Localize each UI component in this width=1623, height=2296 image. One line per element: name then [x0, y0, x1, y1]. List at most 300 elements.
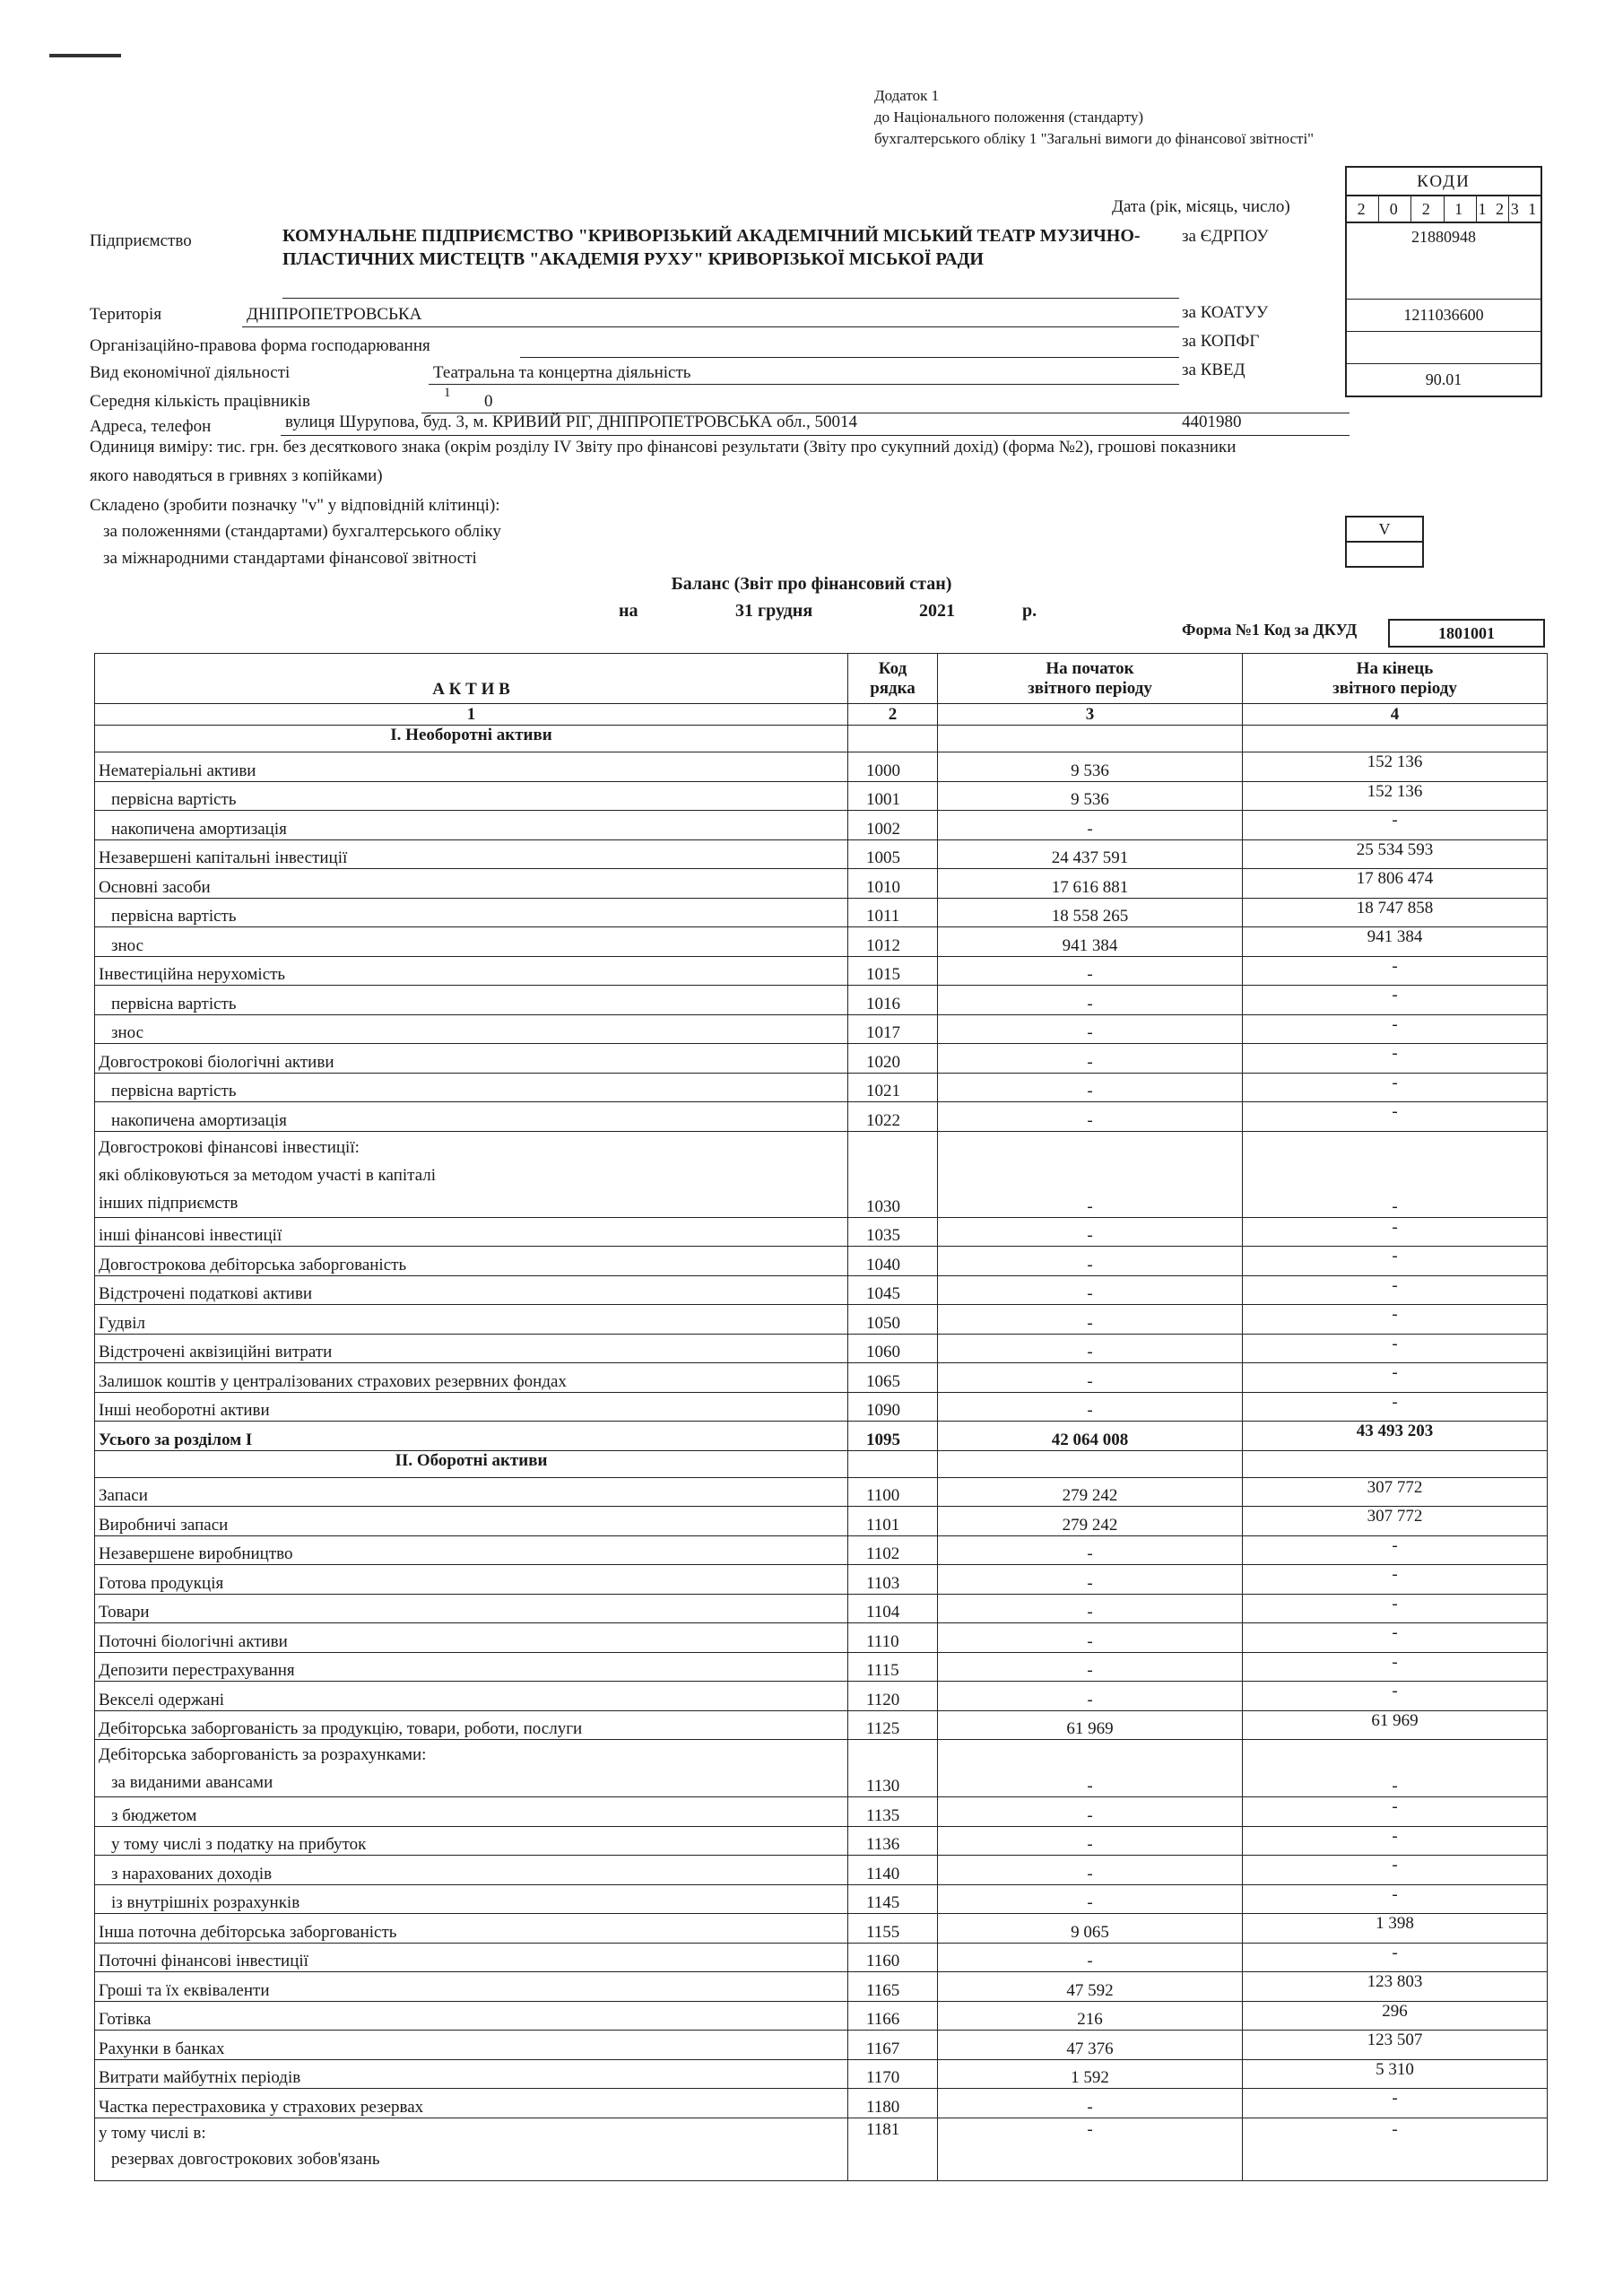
table-row — [95, 1710, 1548, 1740]
table-row — [95, 1682, 1548, 1711]
row-begin: - — [938, 1334, 1243, 1363]
kopfg-label: за КОПФГ — [1182, 332, 1260, 351]
begin-header-1: На початок — [1046, 658, 1134, 678]
row-code: 1017 — [848, 1014, 938, 1044]
codes-header: КОДИ — [1345, 166, 1542, 196]
table-row — [95, 1565, 1548, 1595]
row-begin: 216 — [938, 2001, 1243, 2031]
section-2-rows-b — [95, 1797, 1548, 2118]
kopfg-code — [1347, 331, 1541, 363]
row-begin: - — [938, 1826, 1243, 1856]
table-row — [95, 1363, 1548, 1393]
row-end: - — [1243, 1797, 1548, 1827]
table-row — [95, 1334, 1548, 1363]
row-begin: - — [938, 1392, 1243, 1422]
row-end: - — [1243, 1363, 1548, 1393]
row-code: 1125 — [848, 1710, 938, 1740]
row-end: - — [1243, 1652, 1548, 1682]
row-begin: 24 437 591 — [938, 839, 1243, 869]
end-header-2: звітного періоду — [1332, 678, 1457, 698]
row-code: 1022 — [848, 1102, 938, 1132]
row-end: - — [1243, 1856, 1548, 1885]
total-section-1 — [95, 1422, 1548, 1451]
fin-investments-line-1: Довгострокові фінансові інвестиції: — [99, 1137, 360, 1157]
row-name: Витрати майбутніх періодів — [95, 2059, 848, 2089]
table-row — [95, 781, 1548, 811]
table-row — [95, 1972, 1548, 2002]
enterprise-label: Підприємство — [90, 231, 192, 250]
row-name: Усього за розділом I — [95, 1422, 848, 1451]
row-name: Відстрочені аквізиційні витрати — [95, 1334, 848, 1363]
activity-label: Вид економічної діяльності — [90, 363, 291, 382]
section-2-title: II. Оборотні активи — [95, 1450, 848, 1477]
table-row — [95, 2001, 1548, 2031]
date-label: Дата (рік, місяць, число) — [1112, 197, 1290, 216]
table-row — [95, 1914, 1548, 1944]
row-name: накопичена амортизація — [95, 1102, 848, 1132]
report-title: Баланс (Звіт про фінансовий стан) — [671, 574, 952, 594]
table-header — [95, 654, 1548, 704]
row-name: Нематеріальні активи — [95, 752, 848, 782]
date-digit: 0 — [1379, 196, 1411, 222]
row-begin: 9 536 — [938, 781, 1243, 811]
section-2-header — [95, 1450, 1548, 1477]
date-digit: 2 — [1411, 196, 1444, 222]
row-end: - — [1243, 1275, 1548, 1305]
form-code-label: Форма №1 Код за ДКУД — [1182, 621, 1358, 639]
ifrs-checkbox — [1345, 541, 1424, 568]
receivables-label — [95, 1740, 848, 1797]
row-end: - — [1243, 986, 1548, 1015]
row-end: - — [1243, 1740, 1548, 1797]
table-row — [95, 1102, 1548, 1132]
row-end: - — [1243, 1594, 1548, 1623]
row-end: - — [1243, 1826, 1548, 1856]
row-name: Рахунки в банках — [95, 2031, 848, 2060]
date-digit: 1 — [1445, 196, 1477, 222]
table-row — [95, 752, 1548, 782]
row-code: 1030 — [848, 1131, 938, 1217]
row-end: - — [1243, 1014, 1548, 1044]
section-1-title: І. Необоротні активи — [95, 726, 848, 752]
row-name: Основні засоби — [95, 869, 848, 899]
row-code: 1170 — [848, 2059, 938, 2089]
row-begin: - — [938, 1594, 1243, 1623]
section-1-rows-b — [95, 1217, 1548, 1422]
row-name: Відстрочені податкові активи — [95, 1275, 848, 1305]
kved-code: 90.01 — [1347, 363, 1541, 396]
row-begin: 17 616 881 — [938, 869, 1243, 899]
employees-digit-1: 1 — [444, 386, 451, 400]
table-row — [95, 1740, 1548, 1797]
table-row — [95, 1623, 1548, 1653]
employees-label: Середня кількість працівників — [90, 392, 310, 411]
row-code: 1012 — [848, 927, 938, 957]
table-row — [95, 1044, 1548, 1074]
row-code: 1104 — [848, 1594, 938, 1623]
row-name: з нарахованих доходів — [95, 1856, 848, 1885]
row-code: 1045 — [848, 1275, 938, 1305]
section-1-header — [95, 726, 1548, 752]
row-code: 1060 — [848, 1334, 938, 1363]
row-code: 1130 — [848, 1740, 938, 1797]
codes-column — [1345, 223, 1542, 397]
row-begin: 18 558 265 — [938, 898, 1243, 927]
row-end: 17 806 474 — [1243, 869, 1548, 899]
edrpou-code: 21880948 — [1411, 228, 1476, 246]
row-begin: - — [938, 1740, 1243, 1797]
row-code: 1005 — [848, 839, 938, 869]
row-name: Довгострокова дебіторська заборгованість — [95, 1247, 848, 1276]
table-row — [95, 2031, 1548, 2060]
edrpou-label: за ЄДРПОУ — [1182, 227, 1269, 246]
table-row — [95, 2059, 1548, 2089]
row-end: - — [1243, 2089, 1548, 2118]
last-row-line-1: у тому числі в: — [99, 2123, 206, 2143]
row-end: 5 310 — [1243, 2059, 1548, 2089]
table-row — [95, 927, 1548, 957]
appendix-line-1: Додаток 1 — [874, 87, 940, 104]
row-end: 61 969 — [1243, 1710, 1548, 1740]
row-code: 1102 — [848, 1535, 938, 1565]
row-code: 1101 — [848, 1507, 938, 1536]
row-name: накопичена амортизація — [95, 811, 848, 840]
form-code: 1801001 — [1388, 619, 1545, 648]
row-name: Поточні біологічні активи — [95, 1623, 848, 1653]
begin-header-2: звітного періоду — [1028, 678, 1152, 698]
row-end: - — [1243, 1884, 1548, 1914]
table-row — [95, 1392, 1548, 1422]
row-name: Частка перестраховика у страхових резервах — [95, 2089, 848, 2118]
koatuu-label: за КОАТУУ — [1182, 303, 1269, 322]
row-begin: - — [938, 1363, 1243, 1393]
row-code: 1136 — [848, 1826, 938, 1856]
row-begin: - — [938, 1652, 1243, 1682]
table-row — [95, 1594, 1548, 1623]
code-header-1: Код — [878, 658, 907, 678]
table-row — [95, 1275, 1548, 1305]
row-end: - — [1243, 1073, 1548, 1102]
row-end: - — [1243, 1247, 1548, 1276]
end-header-1: На кінець — [1356, 658, 1434, 678]
territory-value: ДНІПРОПЕТРОВСЬКА — [247, 305, 422, 324]
row-begin: 1 592 — [938, 2059, 1243, 2089]
employees-digit-2: 0 — [484, 392, 493, 411]
row-code: 1035 — [848, 1217, 938, 1247]
row-begin: 42 064 008 — [938, 1422, 1243, 1451]
row-begin: - — [938, 1565, 1243, 1595]
row-begin: 61 969 — [938, 1710, 1243, 1740]
row-end: - — [1243, 1535, 1548, 1565]
row-begin: - — [938, 1884, 1243, 1914]
column-number: 4 — [1243, 704, 1548, 726]
row-code: 1016 — [848, 986, 938, 1015]
row-name: Довгострокові біологічні активи — [95, 1044, 848, 1074]
advances-label: за виданими авансами — [111, 1773, 273, 1792]
row-code: 1165 — [848, 1972, 938, 2002]
table-row — [95, 1247, 1548, 1276]
row-code: 1100 — [848, 1477, 938, 1507]
row-code: 1120 — [848, 1682, 938, 1711]
row-end: 307 772 — [1243, 1477, 1548, 1507]
row-code: 1115 — [848, 1652, 938, 1682]
table-row — [95, 1131, 1548, 1217]
row-code: 1181 — [848, 2118, 938, 2180]
row-end: 1 398 — [1243, 1914, 1548, 1944]
territory-label: Територія — [90, 305, 162, 324]
row-end: - — [1243, 1943, 1548, 1972]
report-date: 31 грудня — [735, 601, 813, 621]
row-code: 1095 — [848, 1422, 938, 1451]
row-begin: 279 242 — [938, 1507, 1243, 1536]
row-begin: - — [938, 1535, 1243, 1565]
table-row — [95, 1217, 1548, 1247]
end-header — [1243, 654, 1548, 704]
row-code: 1050 — [848, 1305, 938, 1335]
table-row — [95, 1535, 1548, 1565]
column-number: 3 — [938, 704, 1243, 726]
row-end: - — [1243, 1565, 1548, 1595]
row-name: первісна вартість — [95, 986, 848, 1015]
row-end: 123 803 — [1243, 1972, 1548, 2002]
row-end: 307 772 — [1243, 1507, 1548, 1536]
row-code: 1166 — [848, 2001, 938, 2031]
table-row — [95, 1943, 1548, 1972]
row-name: первісна вартість — [95, 781, 848, 811]
row-code: 1180 — [848, 2089, 938, 2118]
scan-mark — [49, 54, 121, 57]
row-name: Залишок коштів у централізованих страхових резервних фондах — [95, 1363, 848, 1393]
row-begin: - — [938, 1014, 1243, 1044]
table-row — [95, 1305, 1548, 1335]
row-code: 1065 — [848, 1363, 938, 1393]
row-begin: - — [938, 1275, 1243, 1305]
row-name: Депозити перестрахування — [95, 1652, 848, 1682]
row-code: 1135 — [848, 1797, 938, 1827]
column-number: 2 — [848, 704, 938, 726]
row-name: первісна вартість — [95, 898, 848, 927]
row-name: Поточні фінансові інвестиції — [95, 1943, 848, 1972]
report-year-suffix: р. — [1022, 601, 1037, 621]
row-code: 1021 — [848, 1073, 938, 1102]
table-row — [95, 1826, 1548, 1856]
row-end: - — [1243, 1392, 1548, 1422]
table-row — [95, 956, 1548, 986]
balance-table — [94, 653, 1548, 2181]
fin-investments-line-3: інших підприємств — [99, 1193, 239, 1213]
row-name: Інвестиційна нерухомість — [95, 956, 848, 986]
row-name: Дебіторська заборгованість за продукцію, товари, роботи, послуги — [95, 1710, 848, 1740]
table-row — [95, 839, 1548, 869]
row-begin: - — [938, 1044, 1243, 1074]
row-code: 1010 — [848, 869, 938, 899]
table-row — [95, 986, 1548, 1015]
legal-form-label: Організаційно-правова форма господарювання — [90, 336, 430, 355]
koatuu-code: 1211036600 — [1347, 299, 1541, 331]
table-row — [95, 1856, 1548, 1885]
row-name: Векселі одержані — [95, 1682, 848, 1711]
row-code: 1040 — [848, 1247, 938, 1276]
row-end: 941 384 — [1243, 927, 1548, 957]
row-begin: - — [938, 1247, 1243, 1276]
row-name: первісна вартість — [95, 1073, 848, 1102]
row-begin: - — [938, 1217, 1243, 1247]
row-code: 1090 — [848, 1392, 938, 1422]
row-code: 1155 — [848, 1914, 938, 1944]
date-box — [1345, 195, 1542, 223]
table-row — [95, 1014, 1548, 1044]
date-digit: 1 2 — [1477, 196, 1509, 222]
row-name: Інші необоротні активи — [95, 1392, 848, 1422]
section-2-rows — [95, 1477, 1548, 1740]
unit-text-2: якого наводяться в гривнях з копійками) — [90, 466, 383, 485]
row-begin: 279 242 — [938, 1477, 1243, 1507]
row-code: 1020 — [848, 1044, 938, 1074]
fin-investments-label — [95, 1131, 848, 1217]
row-begin: 941 384 — [938, 927, 1243, 957]
row-code: 1000 — [848, 752, 938, 782]
row-name: знос — [95, 927, 848, 957]
table-row — [95, 1797, 1548, 1827]
row-end: 296 — [1243, 2001, 1548, 2031]
row-name: Незавершене виробництво — [95, 1535, 848, 1565]
row-end: 152 136 — [1243, 781, 1548, 811]
asset-header: А К Т И В — [95, 654, 848, 704]
table-row — [95, 1507, 1548, 1536]
row-begin: - — [938, 1856, 1243, 1885]
row-begin: - — [938, 986, 1243, 1015]
row-end: - — [1243, 1102, 1548, 1132]
row-name: із внутрішніх розрахунків — [95, 1884, 848, 1914]
table-row — [95, 869, 1548, 899]
compiled-ua-standards: за положеннями (стандартами) бухгалтерського обліку — [103, 522, 501, 541]
begin-header — [938, 654, 1243, 704]
table-row — [95, 1073, 1548, 1102]
report-on: на — [619, 601, 638, 621]
row-code: 1167 — [848, 2031, 938, 2060]
phone-value: 4401980 — [1182, 413, 1242, 431]
table-row — [95, 2118, 1548, 2180]
row-begin: - — [938, 1305, 1243, 1335]
row-name: Інша поточна дебіторська заборгованість — [95, 1914, 848, 1944]
table-row — [95, 1884, 1548, 1914]
row-name: знос — [95, 1014, 848, 1044]
row-begin: - — [938, 1943, 1243, 1972]
last-row-line-2: резервах довгострокових зобов'язань — [111, 2149, 380, 2169]
row-end: 25 534 593 — [1243, 839, 1548, 869]
row-code: 1001 — [848, 781, 938, 811]
row-begin: - — [938, 1682, 1243, 1711]
row-end: - — [1243, 1334, 1548, 1363]
kved-label: за КВЕД — [1182, 361, 1245, 379]
row-code: 1015 — [848, 956, 938, 986]
appendix-line-3: бухгалтерського обліку 1 "Загальні вимоги до фінансової звітності" — [874, 130, 1315, 147]
last-row-label — [95, 2118, 848, 2180]
receivables-title: Дебіторська заборгованість за розрахунками: — [99, 1745, 427, 1764]
table-row — [95, 2089, 1548, 2118]
row-begin: - — [938, 2089, 1243, 2118]
row-code: 1002 — [848, 811, 938, 840]
row-name: з бюджетом — [95, 1797, 848, 1827]
row-begin: 47 592 — [938, 1972, 1243, 2002]
row-name: у тому числі з податку на прибуток — [95, 1826, 848, 1856]
row-end: - — [1243, 1044, 1548, 1074]
row-code: 1145 — [848, 1884, 938, 1914]
row-begin: - — [938, 811, 1243, 840]
appendix-note — [874, 85, 1314, 150]
row-end: 123 507 — [1243, 2031, 1548, 2060]
row-name: Незавершені капітальні інвестиції — [95, 839, 848, 869]
ua-standards-checkbox: V — [1345, 516, 1424, 543]
compiled-ifrs: за міжнародними стандартами фінансової звітності — [103, 549, 477, 568]
row-end: - — [1243, 1131, 1548, 1217]
row-end: 18 747 858 — [1243, 898, 1548, 927]
row-end: 152 136 — [1243, 752, 1548, 782]
report-year: 2021 — [919, 601, 955, 621]
table-row — [95, 1652, 1548, 1682]
row-name: Запаси — [95, 1477, 848, 1507]
unit-text-1: Одиниця виміру: тис. грн. без десяткового знака (окрім розділу IV Звіту про фінансові результати (Звіту про сукупний дохід) (форма №2), грошові показники — [90, 438, 1237, 457]
row-begin: - — [938, 956, 1243, 986]
date-digit: 3 1 — [1510, 199, 1540, 218]
column-numbers — [95, 704, 1548, 726]
row-name: Гроші та їх еквіваленти — [95, 1972, 848, 2002]
row-end: - — [1243, 1305, 1548, 1335]
row-begin: - — [938, 1102, 1243, 1132]
row-code: 1103 — [848, 1565, 938, 1595]
row-begin: 9 065 — [938, 1914, 1243, 1944]
row-begin: - — [938, 1131, 1243, 1217]
code-header-2: рядка — [870, 678, 916, 698]
table-row — [95, 898, 1548, 927]
row-begin: - — [938, 1073, 1243, 1102]
row-code: 1110 — [848, 1623, 938, 1653]
address-value: вулиця Шурупова, буд. 3, м. КРИВИЙ РІГ, ДНІПРОПЕТРОВСЬКА обл., 50014 — [285, 413, 858, 431]
row-code: 1140 — [848, 1856, 938, 1885]
row-end: - — [1243, 1682, 1548, 1711]
row-begin: - — [938, 1797, 1243, 1827]
date-digit: 2 — [1347, 196, 1379, 222]
row-begin: 47 376 — [938, 2031, 1243, 2060]
appendix-line-2: до Національного положення (стандарту) — [874, 109, 1144, 126]
table-row — [95, 811, 1548, 840]
column-number: 1 — [95, 704, 848, 726]
row-end: - — [1243, 1623, 1548, 1653]
code-header — [848, 654, 938, 704]
table-row — [95, 1477, 1548, 1507]
fin-investments-line-2: які обліковуються за методом участі в капіталі — [99, 1165, 437, 1185]
row-begin: - — [938, 1623, 1243, 1653]
row-name: Готова продукція — [95, 1565, 848, 1595]
row-begin: 9 536 — [938, 752, 1243, 782]
row-name: Гудвіл — [95, 1305, 848, 1335]
row-begin: - — [938, 2118, 1243, 2180]
row-name: Виробничі запаси — [95, 1507, 848, 1536]
row-name: Готівка — [95, 2001, 848, 2031]
row-name: інші фінансові інвестиції — [95, 1217, 848, 1247]
row-end: 43 493 203 — [1243, 1422, 1548, 1451]
address-label: Адреса, телефон — [90, 417, 212, 436]
row-code: 1160 — [848, 1943, 938, 1972]
row-end: - — [1243, 956, 1548, 986]
enterprise-name: КОМУНАЛЬНЕ ПІДПРИЄМСТВО "КРИВОРІЗЬКИЙ АКАДЕМІЧНИЙ МІСЬКИЙ ТЕАТР МУЗИЧНО-ПЛАСТИЧНИХ МИСТЕЦТВ "АКАДЕМІЯ РУХУ" КРИВОРІЗЬКОЇ МІСЬКОЇ РАДИ — [282, 226, 1141, 269]
row-code: 1011 — [848, 898, 938, 927]
activity-value: Театральна та концертна діяльність — [433, 363, 691, 382]
compiled-label: Складено (зробити позначку "v" у відповідній клітинці): — [90, 496, 500, 515]
row-end: - — [1243, 1217, 1548, 1247]
section-1-rows — [95, 752, 1548, 1132]
row-end: - — [1243, 2118, 1548, 2180]
